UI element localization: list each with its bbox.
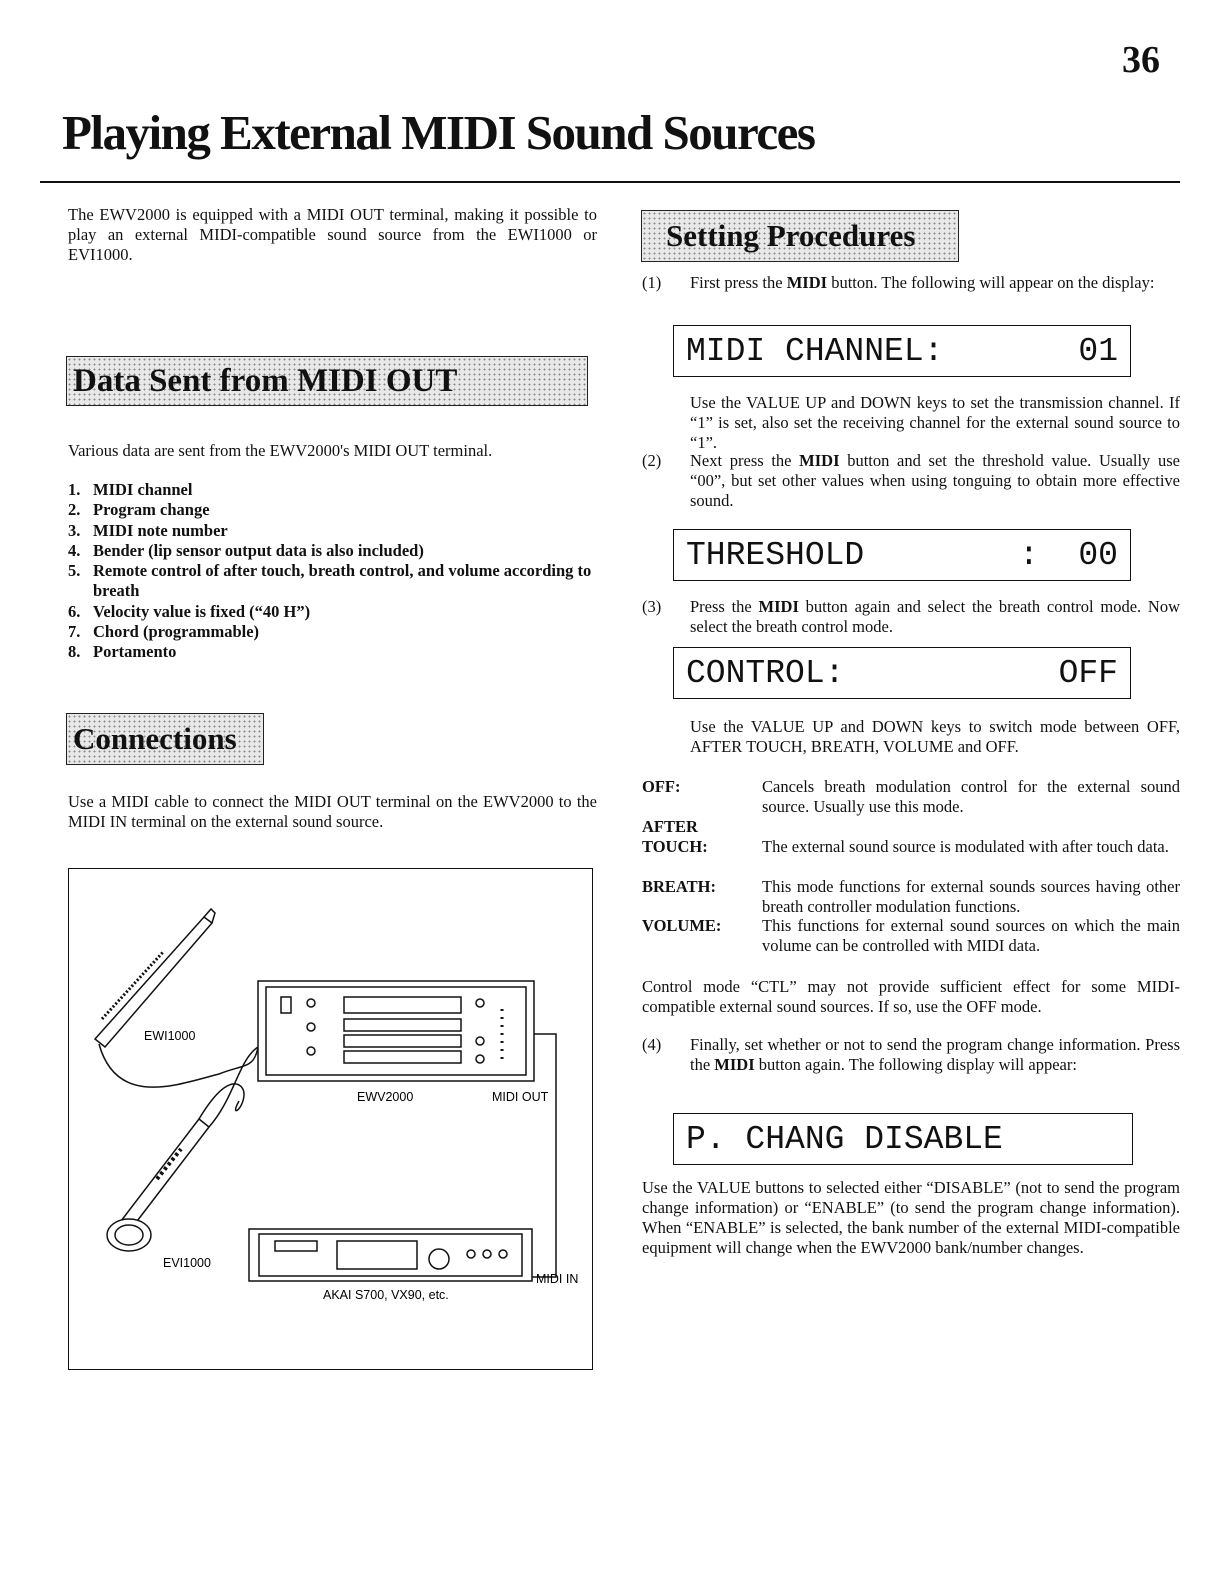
ewi1000-label: EWI1000 (144, 1029, 196, 1043)
mode-description: This functions for external sound sources on which the main volume can be controlled with MIDI data. (762, 916, 1180, 955)
midi-out-label: MIDI OUT (492, 1090, 549, 1104)
setting-procedures-heading (641, 210, 959, 262)
connections-heading (66, 713, 264, 765)
data-sent-list (68, 480, 593, 663)
mode-off (642, 777, 1180, 817)
step-3: (3) Press the MIDI button again and select the breath control mode. Now select the breath control mode. (642, 597, 1180, 636)
control-mode-note: Control mode “CTL” may not provide sufficient effect for some MIDI-compatible external sound sources. If so, use the OFF mode. (642, 977, 1180, 1016)
list-item: 5. Remote control of after touch, breath control, and volume according to breath (68, 561, 592, 601)
list-item: 1. MIDI channel (68, 480, 193, 499)
step-number: (4) (642, 1035, 662, 1054)
lcd-text-right: : 00 (1018, 536, 1118, 574)
connection-diagram (68, 868, 593, 1370)
connections-heading-text: Connections (73, 721, 237, 756)
connections-paragraph: Use a MIDI cable to connect the MIDI OUT terminal on the EWV2000 to the MIDI IN terminal on the external sound source. (68, 792, 597, 831)
mode-term: VOLUME: (642, 916, 722, 935)
title-divider (40, 181, 1180, 183)
mode-volume (642, 916, 1180, 956)
page-number: 36 (1122, 39, 1160, 81)
mode-term: BREATH: (642, 877, 716, 896)
mode-description: Cancels breath modulation control for the external sound source. Usually use this mode. (762, 777, 1180, 816)
step-4: (4) Finally, set whether or not to send the program change information. Press the MIDI button again. The following display will appear: (642, 1035, 1180, 1074)
mode-after-touch (642, 817, 1180, 857)
ewi1000-instrument (95, 909, 219, 1087)
step-number: (2) (642, 451, 662, 470)
data-sent-heading-text: Data Sent from MIDI OUT (73, 363, 458, 399)
mode-description: The external sound source is modulated with after touch data. (762, 837, 1169, 856)
step-3-detail: Use the VALUE UP and DOWN keys to switch mode between OFF, AFTER TOUCH, BREATH, VOLUME and OFF. (690, 717, 1180, 756)
evi1000-instrument (107, 1047, 258, 1251)
lcd-text-right: 01 (1078, 332, 1118, 370)
step-1-detail: Use the VALUE UP and DOWN keys to set the transmission channel. If “1” is set, also set the receiving channel for the external sound source to “1”. (690, 393, 1180, 452)
list-item: 7. Chord (programmable) (68, 622, 260, 642)
mode-term: OFF: (642, 777, 681, 796)
lcd-text-left: THRESHOLD (686, 536, 865, 574)
ewv2000-unit (258, 981, 534, 1081)
lcd-program-change (673, 1113, 1133, 1165)
list-item: 2. Program change (68, 500, 210, 520)
list-item: 4. Bender (lip sensor output data is also included) (68, 540, 424, 560)
data-sent-intro: Various data are sent from the EWV2000's MIDI OUT terminal. (68, 441, 493, 460)
midi-in-label: MIDI IN (536, 1272, 579, 1286)
mode-term: AFTER TOUCH: (642, 817, 708, 856)
evi1000-label: EVI1000 (163, 1256, 211, 1270)
list-item: 3. MIDI note number (68, 520, 228, 540)
lcd-text-left: CONTROL: (686, 654, 845, 692)
list-item: 8. Portamento (68, 642, 177, 662)
intro-paragraph: The EWV2000 is equipped with a MIDI OUT terminal, making it possible to play an external MIDI-compatible sound source from the EWI1000 or EVI1000. (68, 205, 597, 264)
step-number: (3) (642, 597, 662, 616)
sampler-unit (249, 1229, 532, 1281)
midi-cable (532, 1034, 556, 1277)
ewv2000-label: EWV2000 (357, 1090, 414, 1104)
data-sent-heading (66, 356, 588, 406)
mode-breath (642, 877, 1180, 917)
connection-diagram-drawing (69, 869, 592, 1369)
sampler-label: AKAI S700, VX90, etc. (323, 1288, 449, 1302)
lcd-text-right: OFF (1058, 654, 1118, 692)
step-2: (2) Next press the MIDI button and set the threshold value. Usually use “00”, but set other values when using tonguing to obtain more effective sound. (642, 451, 1180, 510)
lcd-midi-channel (673, 325, 1131, 377)
lcd-text-left: MIDI CHANNEL: (686, 332, 944, 370)
list-item: 6. Velocity value is fixed (“40 H”) (68, 601, 311, 621)
lcd-threshold (673, 529, 1131, 581)
setting-procedures-heading-text: Setting Procedures (666, 218, 916, 253)
page-title: Playing External MIDI Sound Sources (62, 105, 815, 160)
step-number: (1) (642, 273, 662, 292)
step-1: (1) First press the MIDI button. The following will appear on the display: (642, 273, 1155, 292)
final-paragraph: Use the VALUE buttons to selected either “DISABLE” (not to send the program change information) or “ENABLE” (to send the program change information). When “ENABLE” is selected, the bank number of the external MIDI-compatible equipment will change when the EWV2000 bank/number changes. (642, 1178, 1180, 1257)
lcd-text-left: P. CHANG DISABLE (686, 1120, 1003, 1158)
mode-description: This mode functions for external sounds sources having other breath controller modulation functions. (762, 877, 1180, 916)
lcd-control (673, 647, 1131, 699)
